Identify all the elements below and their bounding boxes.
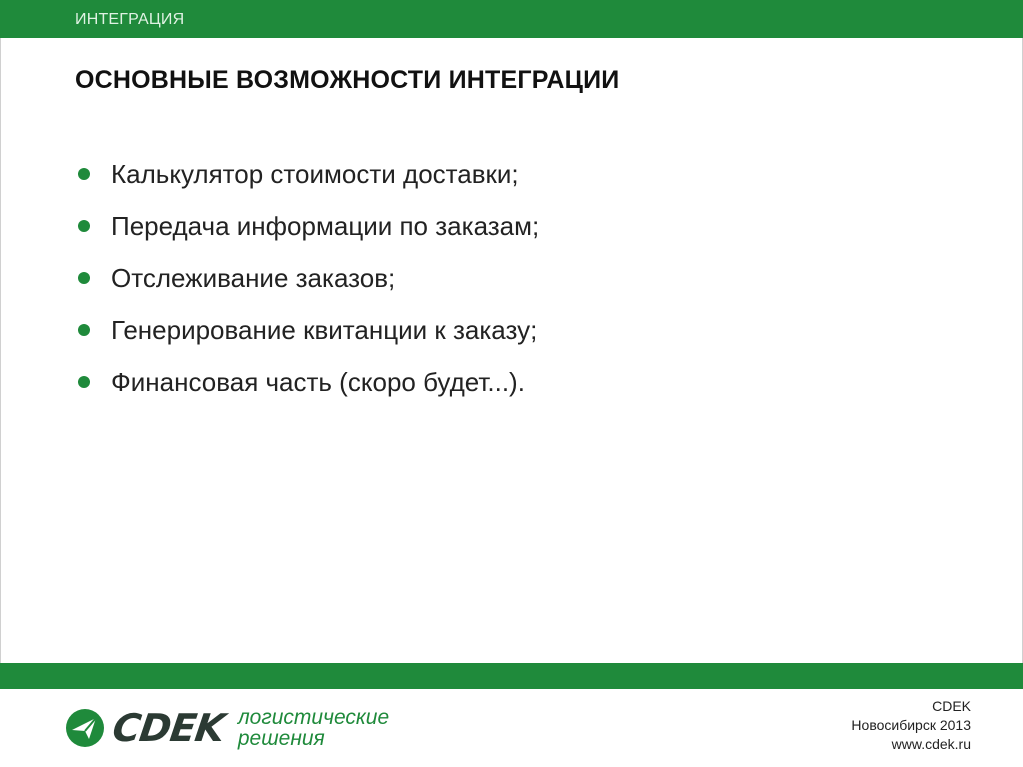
bullet-text: Передача информации по заказам;: [111, 211, 540, 241]
bullet-item: [78, 252, 539, 304]
bullet-text: Генерирование квитанции к заказу;: [111, 315, 538, 345]
section-label: ИНТЕГРАЦИЯ: [75, 11, 185, 28]
bullet-dot-icon: [78, 272, 90, 284]
logo-tagline: [238, 707, 389, 749]
footer-info: [851, 697, 971, 754]
logo-tagline-line1: логистические: [237, 706, 390, 729]
bullet-dot-icon: [78, 324, 90, 336]
footer-bar: [0, 663, 1023, 689]
bullet-text: Отслеживание заказов;: [111, 263, 396, 293]
green-disc-arrow-logo-icon: [65, 708, 105, 748]
footer-city-year: Новосибирск 2013: [851, 717, 971, 733]
logo-wordmark: СDEK: [109, 706, 227, 750]
bullet-item: [78, 356, 539, 408]
footer-company: CDEK: [932, 698, 971, 714]
slide-title: ОСНОВНЫЕ ВОЗМОЖНОСТИ ИНТЕГРАЦИИ: [75, 66, 620, 94]
bullet-text: Калькулятор стоимости доставки;: [111, 159, 519, 189]
bullet-dot-icon: [78, 168, 90, 180]
footer-website: www.cdek.ru: [891, 736, 971, 752]
bullet-item: [78, 304, 539, 356]
bullet-list: [78, 148, 539, 408]
cdek-logo: [65, 706, 389, 750]
bullet-text: Финансовая часть (скоро будет...).: [111, 367, 525, 397]
bullet-item: [78, 148, 539, 200]
bullet-item: [78, 200, 539, 252]
bullet-dot-icon: [78, 376, 90, 388]
bullet-dot-icon: [78, 220, 90, 232]
logo-tagline-line2: решения: [237, 727, 325, 750]
header-bar: [0, 0, 1023, 38]
